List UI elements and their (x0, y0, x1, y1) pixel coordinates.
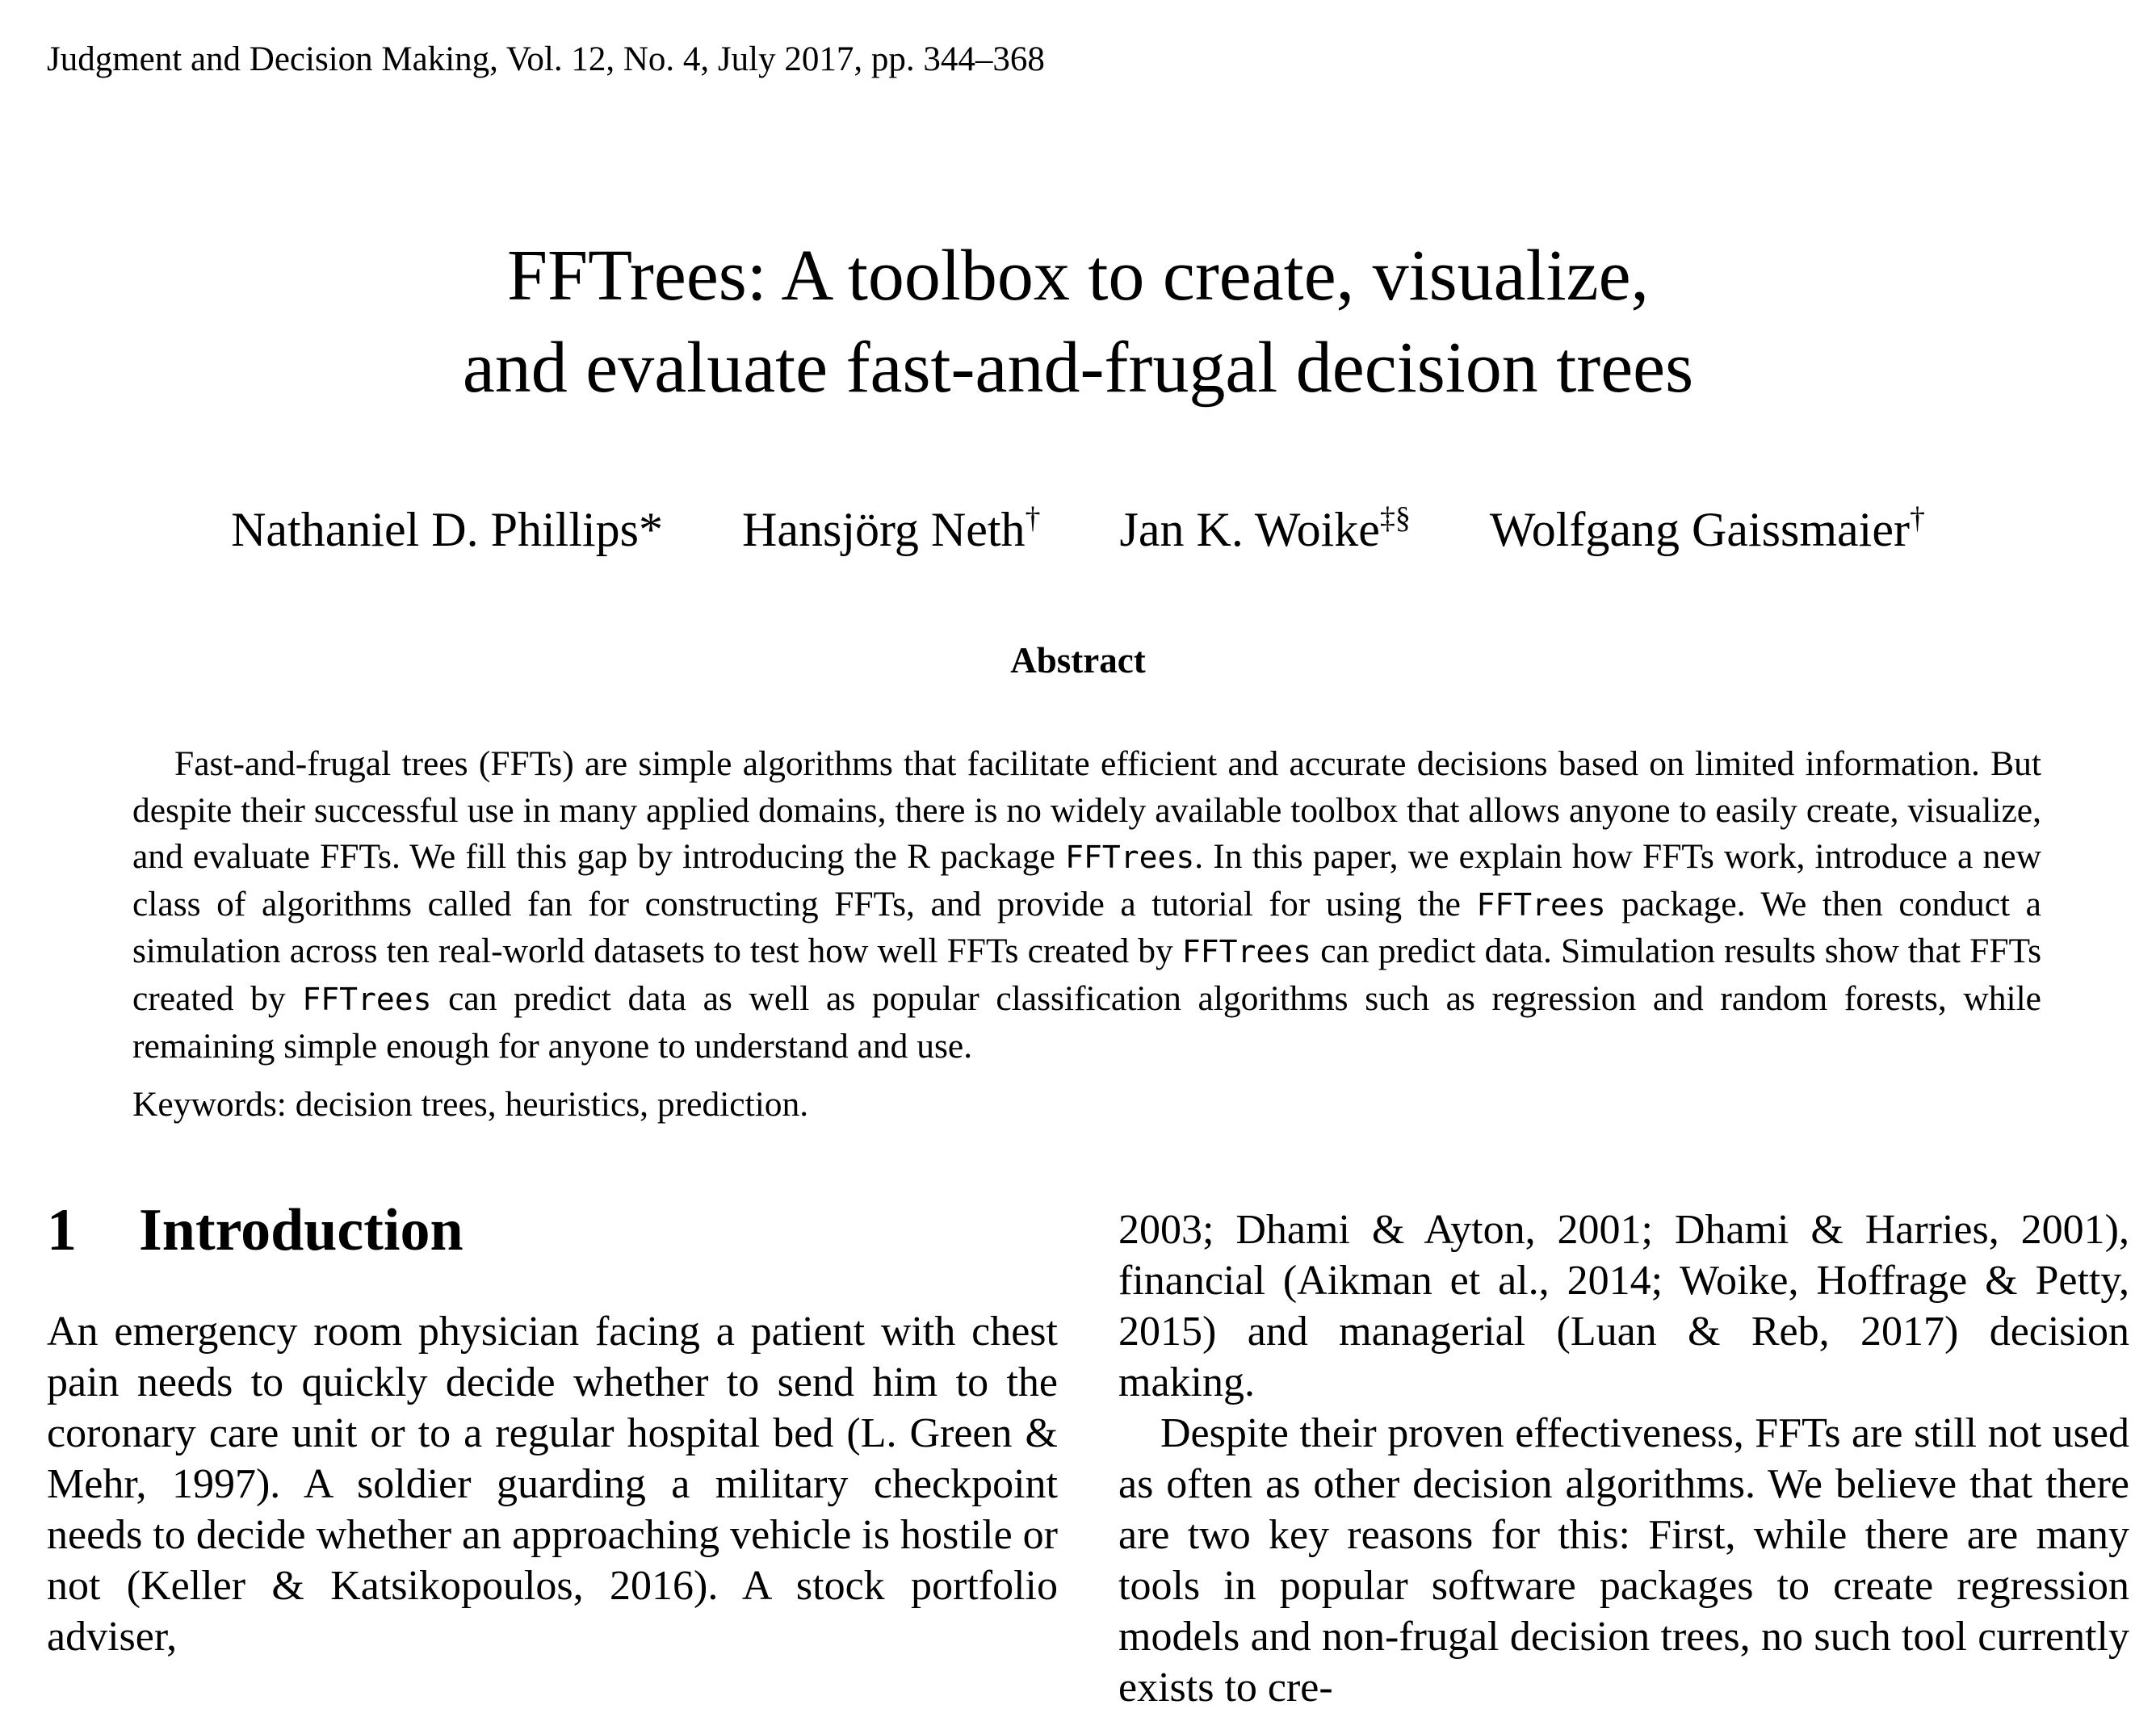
author: Hansjörg Neth† (742, 501, 1041, 556)
right-column (1118, 1204, 2129, 1713)
author-list (0, 497, 2156, 562)
author: Nathaniel D. Phillips* (231, 503, 664, 556)
paragraph: Despite their proven effectiveness, FFTs are still not used as often as other decision algorithms. We believe that there are two key reasons for this: First, while there are many tools in popular software packages to create regression models and non-frugal decision trees, no such tool currently exists to cre- (1118, 1410, 2129, 1711)
author: Wolfgang Gaissmaier† (1489, 501, 1925, 556)
section-heading (47, 1193, 463, 1267)
keywords: Keywords: decision trees, heuristics, prediction. (132, 1085, 809, 1124)
running-header: Judgment and Decision Making, Vol. 12, No. 4, July 2017, pp. 344–368 (47, 40, 1045, 78)
affiliation-mark: † (1909, 501, 1925, 535)
code-package-name: FFTrees (302, 981, 432, 1017)
section-title: Introduction (139, 1197, 463, 1263)
title-line-2: and evaluate fast-and-frugal decision trees (462, 328, 1694, 408)
paragraph: An emergency room physician facing a patient with chest pain needs to quickly decide whether to send him to the coronary care unit or to a regular hospital bed (L. Green & Mehr, 1997). A soldier guarding a military checkpoint needs to decide whether an approaching vehicle is hostile or not (Keller & Katsikopoulos, 2016). A stock portfolio adviser, (47, 1309, 1058, 1660)
title-line-1: FFTrees: A toolbox to create, visualize, (506, 236, 1650, 316)
code-package-name: FFTrees (1065, 840, 1195, 876)
paper-title (0, 230, 2156, 414)
abstract-heading: Abstract (1010, 640, 1146, 681)
section-number: 1 (47, 1197, 77, 1263)
code-package-name: FFTrees (1181, 934, 1312, 970)
affiliation-mark: ‡§ (1379, 501, 1411, 535)
paragraph: 2003; Dhami & Ayton, 2001; Dhami & Harries, 2001), financial (Aikman et al., 2014; Woike, Hoffrage & Petty, 2015) and managerial (Luan & Reb, 2017) decision making. (1118, 1207, 2129, 1405)
abstract-text: Fast-and-frugal trees (FFTs) are simple algorithms that facilitate efficient and accurate decisions based on limited information. But despite their successful use in many applied domains, there is no widely available toolbox that allows anyone to easily create, visualize, and evaluate FFTs. We fill this gap by introducing the R package FFTrees. In this paper, we explain how FFTs work, introduce a new class of algorithms called fan for constructing FFTs, and provide a tutorial for using the FFTrees package. We then conduct a simulation across ten real-world datasets to test how well FFTs created by FFTrees can predict data. Simulation results show that FFTs created by FFTrees can predict data as well as popular classification algorithms such as regression and random forests, while remaining simple enough for anyone to understand and use. (132, 744, 2041, 1066)
left-column (47, 1306, 1058, 1662)
code-package-name: FFTrees (1476, 886, 1606, 923)
affiliation-mark: † (1025, 501, 1041, 535)
author: Jan K. Woike‡§ (1119, 501, 1411, 556)
